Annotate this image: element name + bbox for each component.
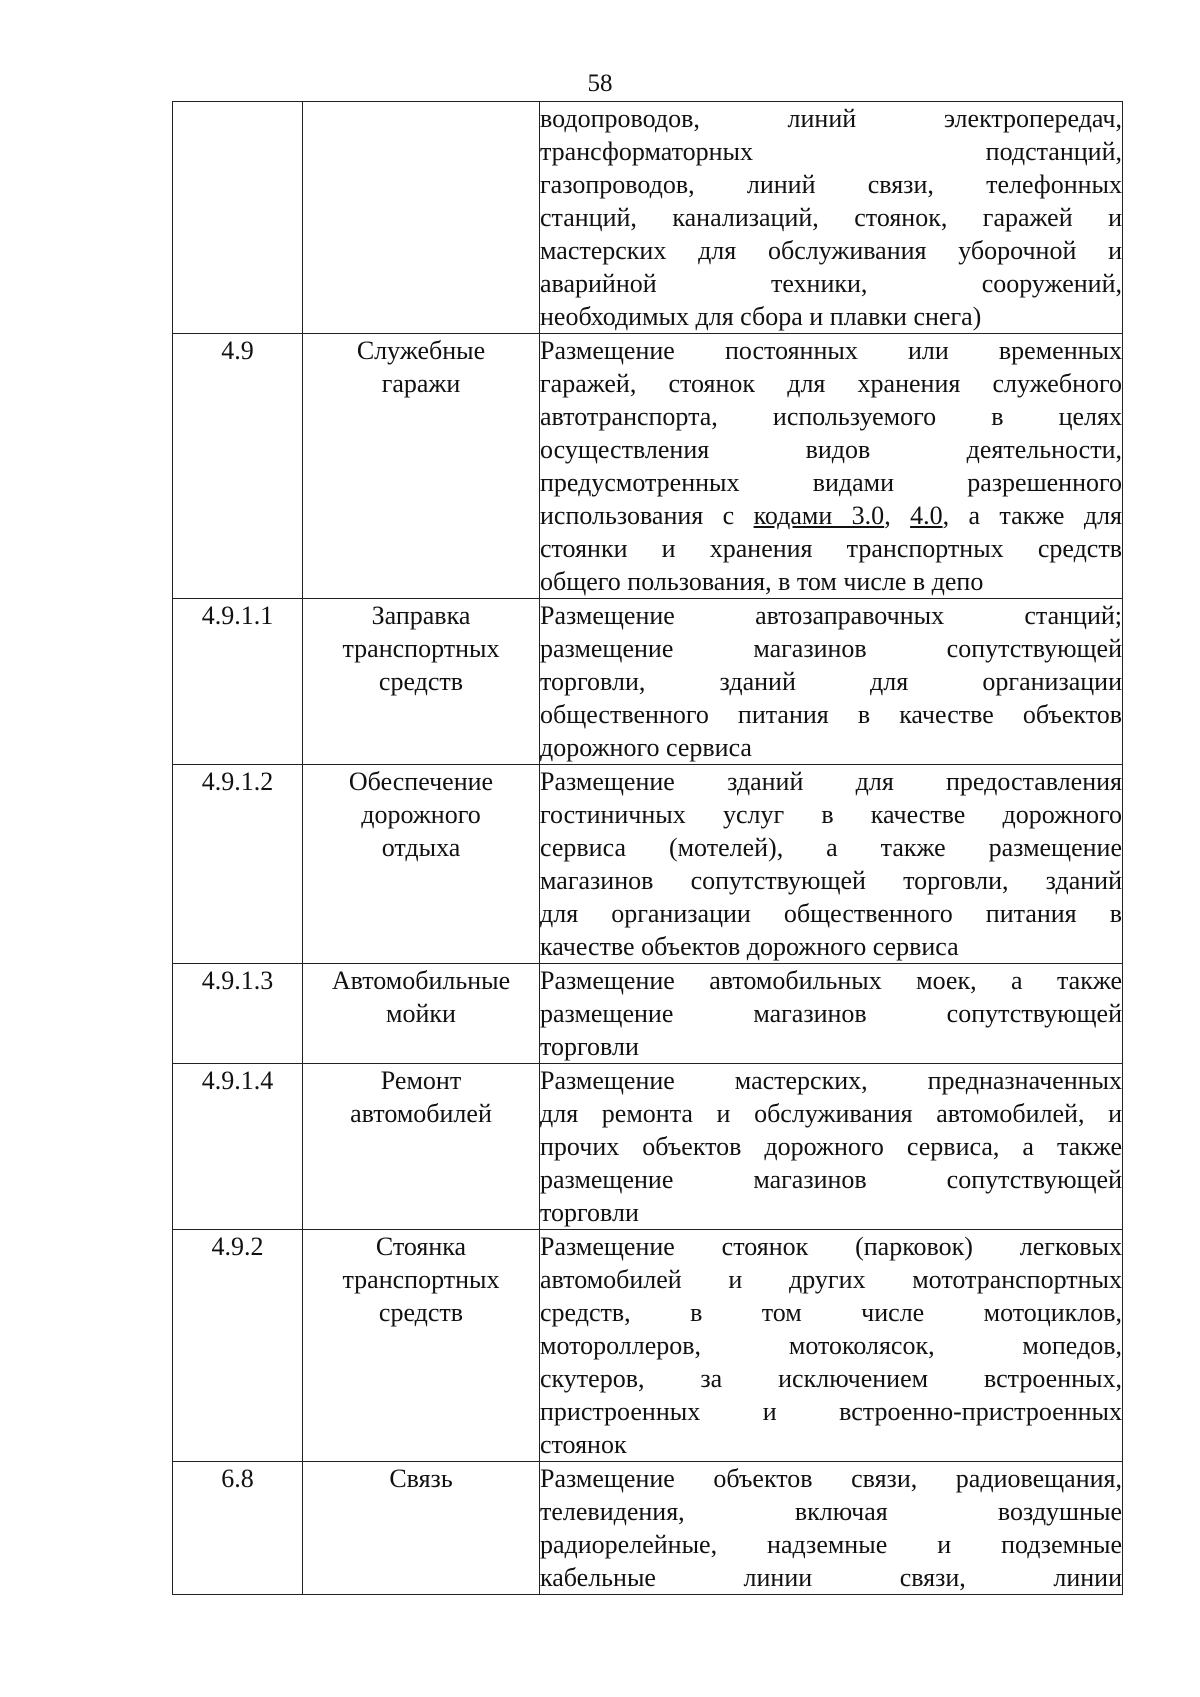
code-text: 6.8: [221, 1464, 254, 1493]
name-line: транспортных: [342, 1265, 500, 1294]
code-text: 4.9: [221, 336, 254, 365]
desc-line: Размещение мастерских, предназначенных: [540, 1066, 1122, 1095]
desc-line: телевидения, включая воздушные: [540, 1497, 1122, 1526]
desc-line: стоянок: [540, 1430, 627, 1459]
name-line: автомобилей: [350, 1099, 492, 1128]
desc-line: трансформаторных подстанций,: [540, 137, 1122, 166]
code-text: 4.9.1.1: [201, 601, 274, 630]
code-text: 4.9.1.4: [201, 1066, 274, 1095]
description-cell: [540, 1064, 1123, 1230]
code-4-0-link[interactable]: 4.0: [910, 501, 943, 530]
desc-line: магазинов сопутствующей торговли, зданий: [540, 866, 1122, 895]
desc-line: торговли: [540, 1198, 639, 1227]
name-line: отдыха: [381, 833, 461, 862]
desc-line: размещение магазинов сопутствующей: [540, 1165, 1122, 1194]
name-cell: [303, 765, 540, 964]
desc-line: мастерских для обслуживания уборочной и: [540, 236, 1122, 265]
code-cell: [173, 599, 303, 765]
code-cell: [173, 334, 303, 599]
desc-line: для ремонта и обслуживания автомобилей, и: [540, 1099, 1122, 1128]
code-cell: [173, 1064, 303, 1230]
table-row: [173, 599, 1123, 765]
table-row: [173, 765, 1123, 964]
description-cell: [540, 1230, 1123, 1462]
table-row: [173, 102, 1123, 334]
desc-line: Размещение автомобильных моек, а также: [540, 966, 1122, 995]
code-text: 4.9.1.2: [201, 767, 274, 796]
desc-line: Размещение стоянок (парковок) легковых: [540, 1232, 1122, 1261]
desc-line: торговли, зданий для организации: [540, 667, 1122, 696]
name-line: Обеспечение: [348, 767, 494, 796]
desc-text: ,: [884, 501, 911, 530]
desc-line: газопроводов, линий связи, телефонных: [540, 170, 1122, 199]
desc-line: радиорелейные, надземные и подземные: [540, 1530, 1122, 1559]
desc-line: размещение магазинов сопутствующей: [540, 634, 1122, 663]
table-row: [173, 1064, 1123, 1230]
name-cell: [303, 1064, 540, 1230]
name-line: гаражи: [381, 369, 461, 398]
desc-line: общего пользования, в том числе в депо: [540, 567, 984, 596]
desc-line: торговли: [540, 1032, 639, 1061]
code-cell: [173, 1230, 303, 1462]
page-number: 58: [587, 70, 613, 97]
desc-text: , а также для: [942, 501, 1123, 530]
description-cell: [540, 765, 1123, 964]
table-row: [173, 964, 1123, 1064]
code-cell: [173, 765, 303, 964]
desc-line: аварийной техники, сооружений,: [540, 269, 1122, 298]
table-row: [173, 334, 1123, 599]
code-3-0-link[interactable]: кодами 3.0: [753, 501, 885, 530]
description-cell: [540, 334, 1123, 599]
desc-line: пристроенных и встроенно-пристроенных: [540, 1397, 1122, 1426]
name-line: мойки: [386, 999, 456, 1028]
name-line: Ремонт: [380, 1066, 462, 1095]
name-line: Стоянка: [375, 1232, 467, 1261]
description-cell: [540, 964, 1123, 1064]
desc-line: осуществления видов деятельности,: [540, 435, 1122, 464]
description-cell: [540, 599, 1123, 765]
code-cell: [173, 964, 303, 1064]
name-line: средств: [378, 667, 464, 696]
desc-line: автомобилей и других мототранспортных: [540, 1265, 1122, 1294]
table-row: [173, 1230, 1123, 1462]
desc-line: средств, в том числе мотоциклов,: [540, 1298, 1122, 1327]
desc-line: гаражей, стоянок для хранения служебного: [540, 369, 1122, 398]
desc-line: общественного питания в качестве объектов: [540, 700, 1122, 729]
desc-line: автотранспорта, используемого в целях: [540, 402, 1122, 431]
name-line: средств: [378, 1298, 464, 1327]
desc-line: Размещение зданий для предоставления: [540, 767, 1122, 796]
desc-line: качестве объектов дорожного сервиса: [540, 932, 959, 961]
desc-line: размещение магазинов сопутствующей: [540, 999, 1122, 1028]
code-cell: [173, 102, 303, 334]
name-cell: [303, 599, 540, 765]
desc-line: Размещение объектов связи, радиовещания,: [540, 1464, 1122, 1493]
desc-line: сервиса (мотелей), а также размещение: [540, 833, 1122, 862]
desc-line: водопроводов, линий электропередач,: [540, 104, 1122, 133]
desc-line: станций, канализаций, стоянок, гаражей и: [540, 203, 1122, 232]
desc-text: использования с: [540, 501, 754, 530]
desc-line: необходимых для сбора и плавки снега): [540, 302, 982, 331]
code-text: 4.9.1.3: [201, 966, 274, 995]
name-line: Служебные: [356, 336, 486, 365]
desc-line: дорожного сервиса: [540, 733, 752, 762]
name-cell: [303, 1462, 540, 1595]
name-line: Связь: [389, 1464, 453, 1493]
desc-line: для организации общественного питания в: [540, 899, 1122, 928]
name-line: транспортных: [342, 634, 500, 663]
code-text: 4.9.2: [211, 1232, 264, 1261]
desc-line: Размещение автозаправочных станций;: [540, 601, 1122, 630]
name-cell: [303, 102, 540, 334]
desc-line: предусмотренных видами разрешенного: [540, 468, 1122, 497]
name-line: Заправка: [371, 601, 471, 630]
desc-line: мотороллеров, мотоколясок, мопедов,: [540, 1331, 1122, 1360]
name-line: Автомобильные: [331, 966, 511, 995]
desc-line: кабельные линии связи, линии: [540, 1563, 1122, 1592]
desc-line: Размещение постоянных или временных: [540, 336, 1122, 365]
name-line: дорожного: [361, 800, 481, 829]
desc-line: стоянки и хранения транспортных средств: [540, 534, 1122, 563]
desc-line-with-links: [540, 499, 1122, 532]
desc-line: прочих объектов дорожного сервиса, а также: [540, 1132, 1122, 1161]
code-cell: [173, 1462, 303, 1595]
name-cell: [303, 1230, 540, 1462]
name-cell: [303, 334, 540, 599]
land-use-table: [172, 101, 1123, 1595]
name-cell: [303, 964, 540, 1064]
desc-line: гостиничных услуг в качестве дорожного: [540, 800, 1122, 829]
description-cell: [540, 1462, 1123, 1595]
description-cell: [540, 102, 1123, 334]
table-row: [173, 1462, 1123, 1595]
desc-line: скутеров, за исключением встроенных,: [540, 1364, 1122, 1393]
